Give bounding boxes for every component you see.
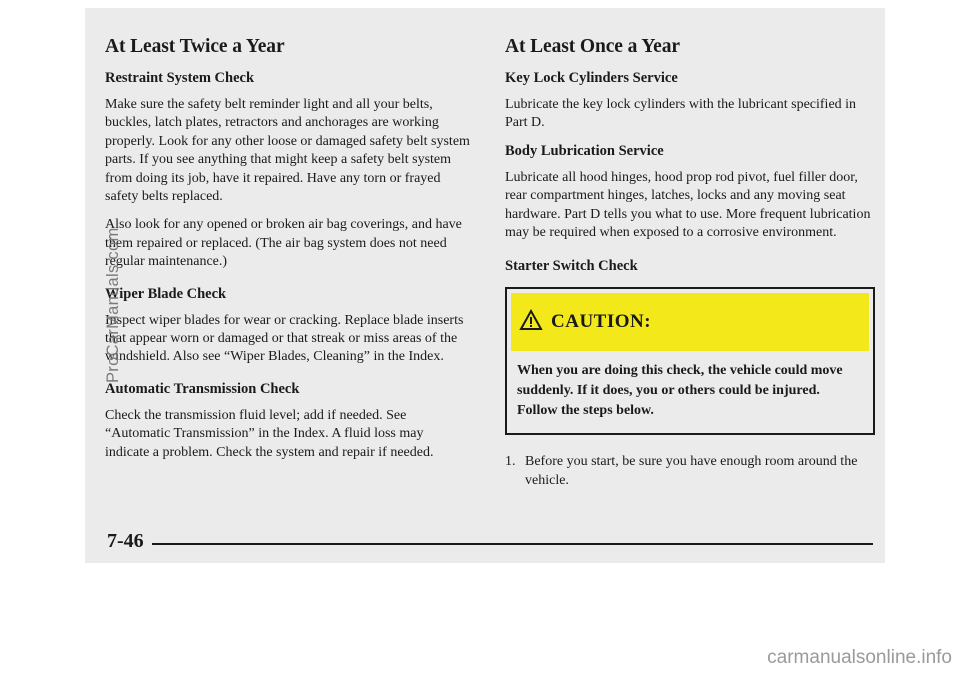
heading-starter-switch-check: Starter Switch Check [505,258,638,275]
caution-title: CAUTION: [551,311,652,333]
caution-text: When you are doing this check, the vehicle could move suddenly. If it does, you or others could be injured. Follow the steps below. [517,363,843,419]
caution-header [511,293,869,351]
step-item [505,453,875,490]
footer-rule [152,543,873,545]
section-title-twice-a-year: At Least Twice a Year [105,36,285,57]
left-column [105,36,470,472]
right-column [505,36,875,490]
manual-page [85,8,885,563]
warning-triangle-icon [519,309,543,336]
paragraph-restraint-2: Also look for any opened or broken air bag coverings, and have them repaired or replaced. (The air bag system does not need regular maintenance.) [105,217,462,270]
page-footer [107,530,873,553]
caution-box [505,287,875,435]
paragraph-restraint-1: Make sure the safety belt reminder light and all your belts, buckles, latch plates, retractors and anchorages are working properly. Look for any other loose or damaged safety belt system parts. If you see anything that might keep a safety belt system from doing its job, have it repaired. Have any torn or frayed safety belts replaced. [105,97,470,205]
heading-key-lock-cylinders: Key Lock Cylinders Service [505,70,678,86]
paragraph-key-lock: Lubricate the key lock cylinders with the lubricant specified in Part D. [505,97,857,131]
step-text: Before you start, be sure you have enough room around the vehicle. [525,454,858,488]
bottom-watermark: carmanualsonline.info [767,647,952,668]
section-title-once-a-year: At Least Once a Year [505,36,680,57]
page-number: 7-46 [107,530,144,552]
side-watermark: ProCarManuals.com [104,227,122,383]
heading-automatic-transmission-check: Automatic Transmission Check [105,380,300,397]
paragraph-body-lubrication: Lubricate all hood hinges, hood prop rod pivot, fuel filler door, rear compartment hinges, latches, locks and any moving seat hardware. Part D tells you what to use. More frequent lubrication may be required when exposed to a corrosive environment. [505,169,871,241]
paragraph-transmission: Check the transmission fluid level; add if needed. See “Automatic Transmission” in the Index. A fluid loss may indicate a problem. Check the system and repair if needed. [105,407,434,460]
paragraph-wiper: Inspect wiper blades for wear or cracking. Replace blade inserts that appear worn or damaged or that streak or miss areas of the windshield. Also see “Wiper Blades, Cleaning” in the Index. [105,312,464,365]
heading-restraint-system-check: Restraint System Check [105,70,255,86]
heading-body-lubrication: Body Lubrication Service [505,142,664,159]
heading-wiper-blade-check: Wiper Blade Check [105,285,227,302]
step-number: 1. [505,454,516,470]
